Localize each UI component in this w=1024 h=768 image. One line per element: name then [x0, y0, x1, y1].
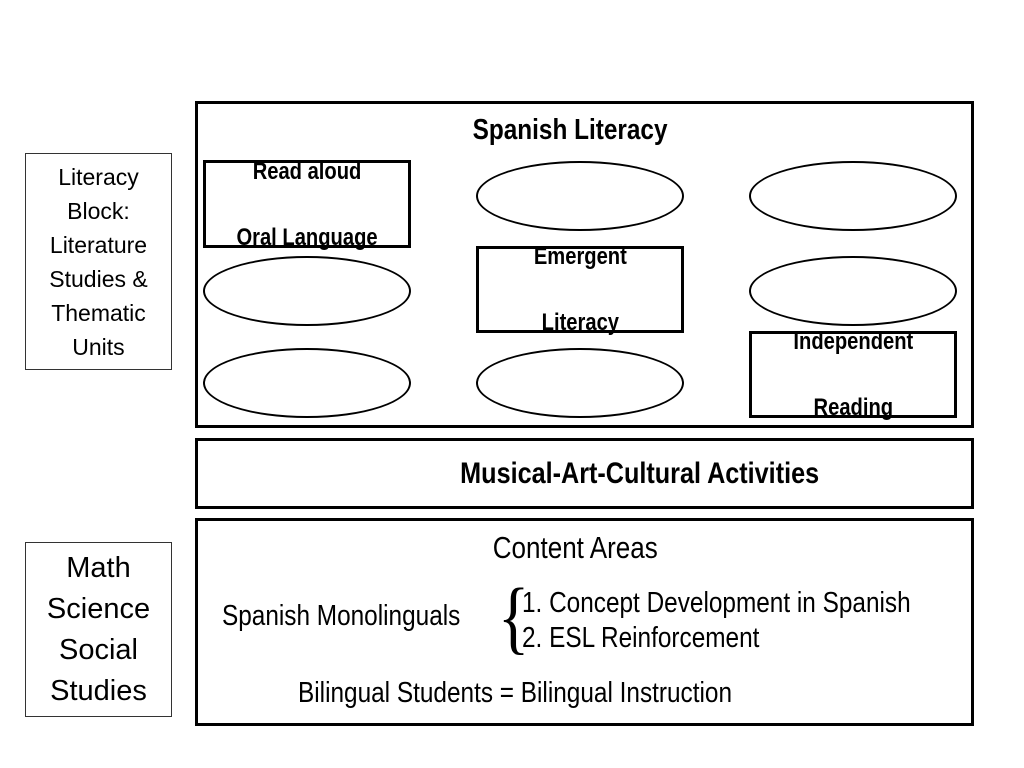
content-areas-title: Content Areas — [492, 530, 658, 565]
empty-oval — [476, 348, 684, 418]
literacy-block-line: Literature — [49, 231, 148, 258]
esl-reinforcement-wrap — [522, 619, 822, 657]
spanish-literacy-title: Spanish Literacy — [472, 113, 668, 146]
read-aloud-line: Oral Language — [236, 223, 378, 251]
literacy-block-line: Units — [72, 333, 125, 360]
esl-reinforcement-item: 2. ESL Reinforcement — [522, 622, 760, 654]
bilingual-wrap — [298, 674, 818, 712]
bilingual-instruction-label: Bilingual Students = Bilingual Instruction — [298, 677, 733, 709]
empty-oval — [749, 256, 957, 326]
emergent-literacy-box — [476, 243, 684, 336]
literacy-block-line: Block: — [67, 197, 130, 224]
musical-activities-title: Musical-Art-Cultural Activities — [460, 456, 819, 490]
spanish-monolinguals-wrap — [222, 598, 502, 634]
spanish-monolinguals-label: Spanish Monolinguals — [222, 600, 461, 632]
musical-activities-band — [195, 438, 974, 509]
literacy-block-box — [25, 153, 172, 370]
literacy-block-line: Thematic — [51, 299, 146, 326]
literacy-block-line: Literacy — [58, 163, 139, 190]
independent-reading-line: Reading — [813, 394, 893, 421]
emergent-literacy-line: Literacy — [541, 309, 619, 336]
empty-oval — [476, 161, 684, 231]
brace-wrap — [494, 571, 530, 664]
emergent-literacy-line: Emergent — [533, 243, 627, 270]
read-aloud-label — [223, 155, 391, 254]
empty-oval — [749, 161, 957, 231]
math-block-line: Studies — [50, 674, 147, 707]
concept-development-wrap — [522, 584, 972, 622]
spanish-literacy-title-wrap — [400, 110, 740, 150]
read-aloud-box — [203, 157, 411, 251]
independent-reading-box — [749, 328, 957, 421]
curly-brace-icon: { — [497, 571, 530, 662]
independent-reading-line: Independent — [793, 328, 913, 355]
independent-reading-label — [782, 325, 925, 424]
emergent-literacy-label — [525, 240, 636, 339]
literacy-block-line: Studies & — [49, 265, 148, 292]
empty-oval — [203, 256, 411, 326]
math-block-line: Math — [66, 551, 131, 584]
empty-oval — [203, 348, 411, 418]
content-areas-title-wrap — [430, 528, 720, 568]
read-aloud-line: Read aloud — [252, 157, 362, 185]
concept-development-item: 1. Concept Development in Spanish — [522, 587, 911, 619]
math-block-line: Social — [58, 633, 138, 666]
math-block-line: Science — [46, 592, 151, 625]
math-block-box — [25, 542, 172, 717]
literacy-block-label — [49, 160, 147, 364]
math-block-label — [47, 548, 150, 712]
